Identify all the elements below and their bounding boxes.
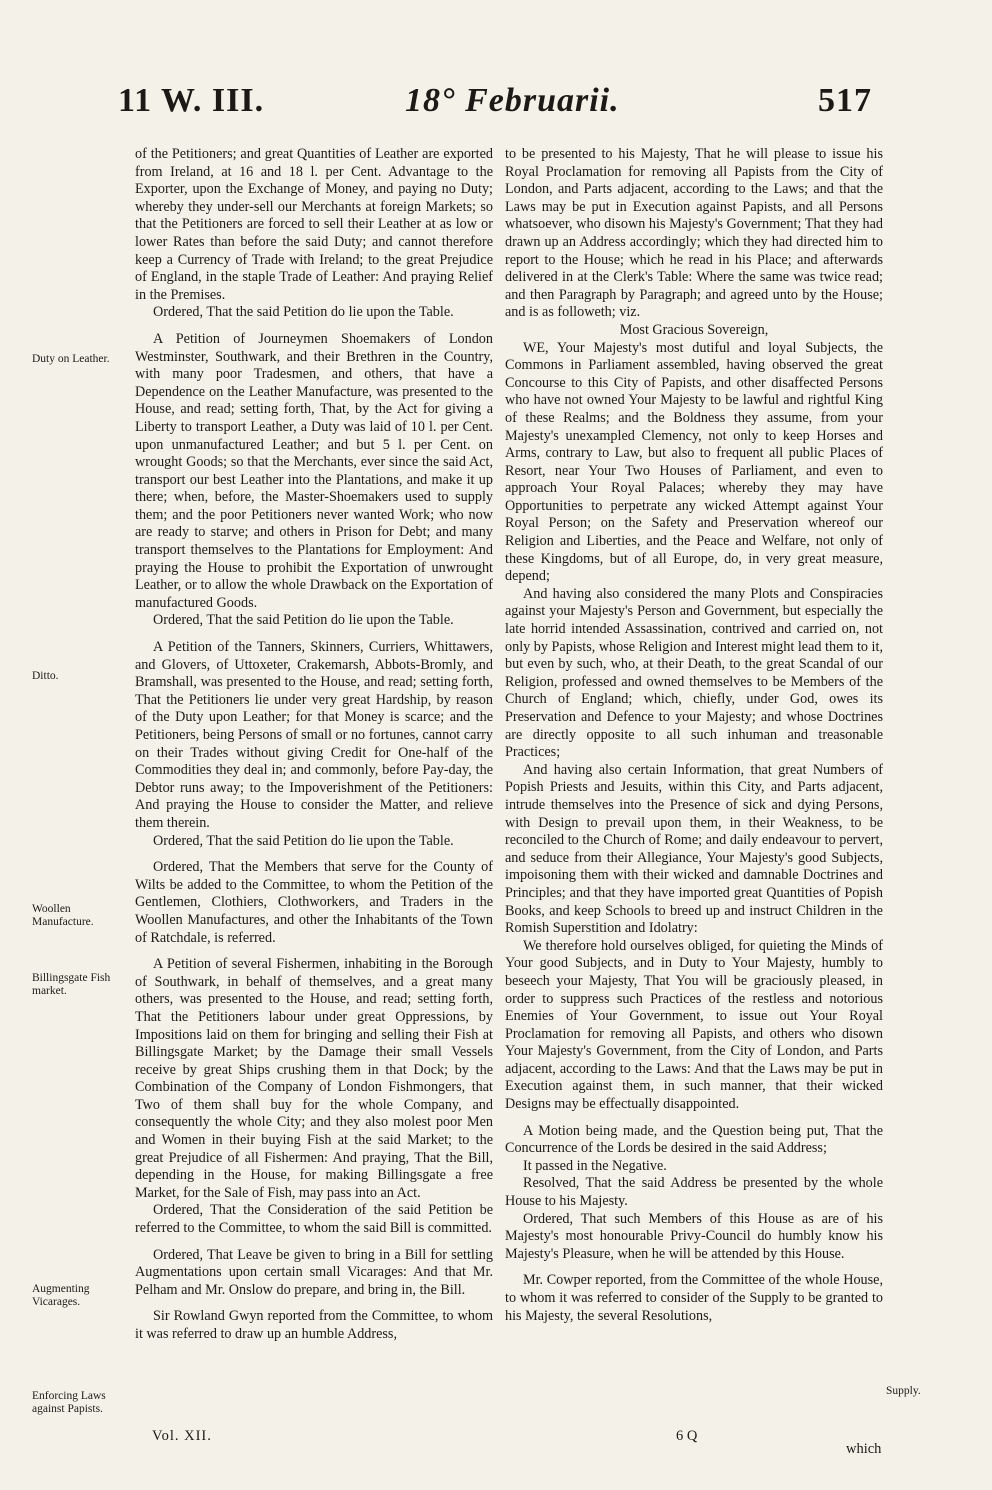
regnal-year: 11 W. III. [118, 82, 265, 119]
right-column [505, 146, 883, 1325]
paragraph: Resolved, That the said Address be presented by the whole House to his Majesty. [505, 1175, 883, 1210]
margin-note-supply: Supply. [886, 1385, 921, 1397]
margin-note-billingsgate: Billingsgate Fish market. [32, 972, 111, 997]
paragraph: Ordered, That the Members that serve for the County of Wilts be added to the Committee, to whom the Petition of the Gentlemen, Clothiers, Clothworkers, and Traders in the Woollen Manufactures, and other the Inhabitants of the Town of Ratchdale, is referred. [135, 859, 493, 946]
paragraph: WE, Your Majesty's most dutiful and loyal Subjects, the Commons in Parliament assembled, having observed the great Concourse to this City of Papists, and other disaffected Persons who have not owned Your Majesty to be lawful and rightful King of these Realms; and the Boldness they assume, from your Majesty's unexampled Clemency, not only to keep Horses and Arms, contrary to Law, but also to frequent all public Places of Resort, near Your Two Houses of Parliament, and even to approach Your Royal Palaces; whereby they may have Opportunities to perpetrate any wicked Attempt against Your Royal Person; on the Safety and Preservation whereof our Religion and Liberties, and the Peace and Welfare, not only of these Kingdoms, but of all Europe, do, in very great measure, depend; [505, 339, 883, 585]
margin-note-woollen: Woollen Manufacture. [32, 903, 94, 928]
page-header [0, 82, 992, 142]
page-number: 517 [818, 82, 872, 119]
catchword: which [846, 1441, 882, 1457]
paragraph: Ordered, That Leave be given to bring in a Bill for settling Augmentations upon certain small Vicarages: And that Mr. Pelham and Mr. Onslow do prepare, and bring in, the Bill. [135, 1246, 493, 1298]
paragraph: A Petition of several Fishermen, inhabiting in the Borough of Southwark, in behalf of themselves, and a great many others, was presented to the House, and read; setting forth, That the Petitioners labour under great Oppressions, by Impositions laid on them for bringing and selling their Fish at Billingsgate Market; by the Damage their small Vessels receive by great Ships crushing them in that Dock; by the Combination of the Company of London Fishmongers, that Two of them shall buy for the whole Company, and consequently the whole City; and they also molest poor Men and Women in their buying Fish at the said Market; to the great Prejudice of all Fishermen: And praying, That the Bill, depending in the House, for making Billingsgate a free Market, for the Sale of Fish, may pass into an Act. [135, 956, 493, 1201]
paragraph: And having also certain Information, that great Numbers of Popish Priests and Jesuits, within this City, and Parts adjacent, intrude themselves into the Presence of sick and dying Persons, with Design to prevail upon them, in their Weakness, to be reconciled to the Church of Rome; and daily endeavour to pervert, and seduce from their Allegiance, Your Majesty's good Subjects, impoisoning them with their wicked and damnable Doctrines and Principles; and that they have imported great Quantities of Popish Books, and keep Schools to breed up and instruct Children in the Romish Superstition and Idolatry: [505, 761, 883, 937]
paragraph: Ordered, That the Consideration of the said Petition be referred to the Committee, to whom the said Bill is committed. [135, 1202, 493, 1237]
paragraph: A Motion being made, and the Question being put, That the Concurrence of the Lords be desired in the said Address; [505, 1122, 883, 1157]
address-salutation: Most Gracious Sovereign, [619, 321, 769, 338]
margin-note-duty-on-leather: Duty on Leather. [32, 353, 110, 365]
paragraph: We therefore hold ourselves obliged, for quieting the Minds of Your good Subjects, and in Duty to Your Majesty, humbly to beseech your Majesty, That You will be graciously pleased, in order to suppress such Practices of the restless and notorious Enemies of Your Government, to issue out Your Royal Proclamation for removing all Papists, and others who disown Your Majesty's Government, from the City of London, and Parts adjacent, according to the Laws: And that the Laws may be put in Execution against them, in such manner, that their wicked Designs may be effectually disappointed. [505, 937, 883, 1113]
paragraph: Ordered, That such Members of this House as are of his Majesty's most honourable Privy-Council do humbly know his Majesty's Pleasure, when he will be attended by this House. [505, 1210, 883, 1262]
paragraph: Mr. Cowper reported, from the Committee of the whole House, to whom it was referred to consider of the Supply to be granted to his Majesty, the several Resolutions, [505, 1272, 883, 1324]
page-date: 18° Februarii. [405, 82, 620, 119]
margin-note-ditto: Ditto. [32, 670, 59, 682]
paragraph: A Petition of Journeymen Shoemakers of London Westminster, Southwark, and their Brethren in the Country, with many poor Tradesmen, and others, that have a Dependence on the Leather Manufacture, was presented to the House, and read; setting forth, That, by the Act for giving a Liberty to transport Leather, a Duty was laid of 10 l. per Cent. upon unmanufactured Leather; and but 5 l. per Cent. on wrought Goods; so that the Merchants, ever since the said Act, transport our best Leather into the Plantations, and make it up there; when, before, the Master-Shoemakers used to supply them; and the poor Petitioners never wanted Work; who now are ready to starve; and others in Prison for Debt; and many transport themselves to the Plantations for Employment: And praying the House to prohibit the Exportation of unwrought Leather, or to allow the whole Drawback on the Exportation of manufactured Goods. [135, 330, 493, 611]
paragraph: And having also considered the many Plots and Conspiracies against your Majesty's Person and Government, but especially the late horrid intended Assassination, contrived and carried on, not only by Papists, whose Religion and Interest might lead them to it, but even by such, who, at their Death, to the great Scandal of our Religion, professed and owned themselves to be Members of the Church of England; which, chiefly, under God, owes its Preservation and Defence to your Majesty; and whose Doctrines are directly opposite to all such inhuman and treasonable Practices; [505, 585, 883, 761]
signature-mark: 6 Q [676, 1428, 698, 1444]
paragraph: Ordered, That the said Petition do lie upon the Table. [153, 612, 454, 629]
paragraph: of the Petitioners; and great Quantities of Leather are exported from Ireland, at 16 and 18 l. per Cent. Advantage to the Exporter, upon the Exchange of Money, and paying no Duty; whereby they under-sell our Merchants at foreign Markets; so that the Petitioners are forced to sell their Leather at as low or lower Rates than before the said Duty; and cannot therefore keep a Currency of Trade with Ireland; to the great Prejudice of England, in the staple Trade of Leather: And praying Relief in the Premises. [135, 146, 493, 303]
paragraph: Ordered, That the said Petition do lie upon the Table. [153, 832, 454, 849]
paragraph: Ordered, That the said Petition do lie upon the Table. [153, 304, 454, 321]
volume-mark: Vol. XII. [152, 1428, 212, 1444]
paragraph: It passed in the Negative. [523, 1157, 667, 1174]
margin-note-augmenting: Augmenting Vicarages. [32, 1283, 90, 1308]
paragraph: A Petition of the Tanners, Skinners, Curriers, Whittawers, and Glovers, of Uttoxeter, Crakemarsh, Abbots-Bromly, and Bramshall, was presented to the House, and read; setting forth, That the Petitioners lie under very great Hardship, by reason of the Duty upon Leather; for that Money is scarce; and the Petitioners, being Persons of small or no fortunes, cannot carry on their Trades without giving Credit for One-half of the Commodities they deal in; and commonly, before Pay-day, the Debtor runs away; to the Impoverishment of the Petitioners: And praying the House to consider the Matter, and relieve them therein. [135, 639, 493, 831]
paragraph: Sir Rowland Gwyn reported from the Committee, to whom it was referred to draw up an humble Address, [135, 1308, 493, 1342]
margin-note-enforcing: Enforcing Laws against Papists. [32, 1390, 106, 1415]
left-column [135, 146, 493, 1344]
paragraph: to be presented to his Majesty, That he will please to issue his Royal Proclamation for removing all Papists from the City of London, and Parts adjacent, according to the Laws; and that the Laws may be put in Execution against Papists, and all Persons whatsoever, who disown his Majesty's Government; That they had drawn up an Address accordingly; which they had directed him to report to the House; which he read in his Place; and afterwards delivered in at the Clerk's Table: Where the same was twice read; and then Paragraph by Paragraph; and agreed unto by the House; and is as followeth; viz. [505, 146, 883, 321]
